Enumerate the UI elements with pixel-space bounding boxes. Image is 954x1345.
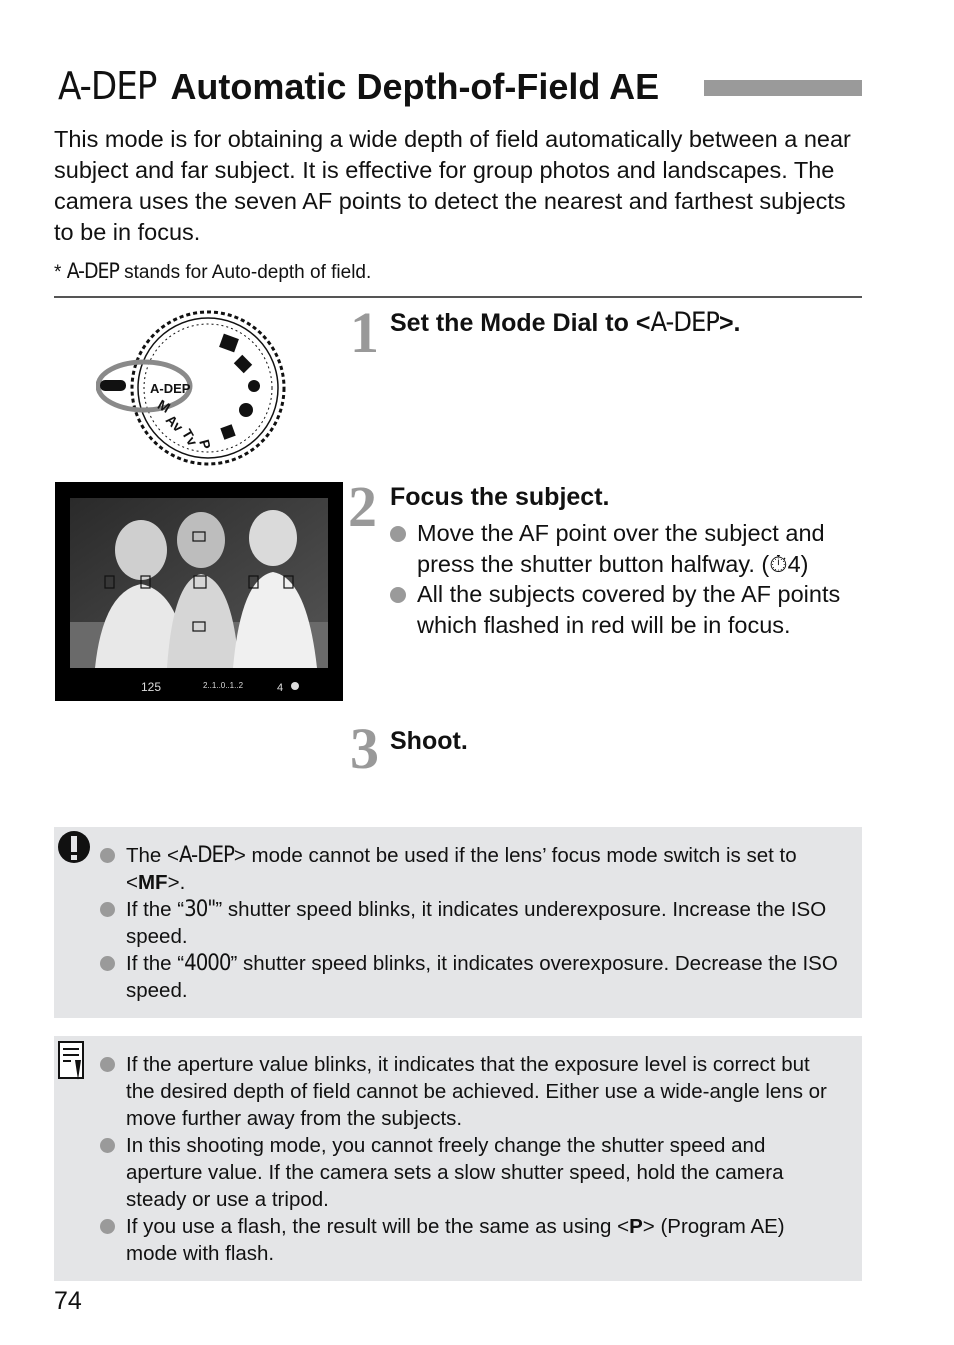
- step-2-title: Focus the subject.: [390, 483, 610, 511]
- subject-left-face: [115, 520, 167, 580]
- step-1-title-pre: Set the Mode Dial to <: [390, 309, 651, 337]
- a-dep-caution-icon: A-DEP: [179, 843, 234, 868]
- footnote-asterisk: *: [54, 262, 62, 283]
- dial-label-tv: Tv: [178, 426, 201, 449]
- focus-confirmation-icon: [291, 682, 299, 690]
- notes-list: [100, 1051, 840, 1267]
- dial-label-a-dep: A-DEP: [150, 381, 191, 396]
- caution-item-3-pre: If the “: [126, 952, 185, 975]
- bullet-dot: [100, 1219, 115, 1234]
- stopwatch-ref-icon: ⏱: [769, 550, 788, 577]
- caution-item-2-post: ” shutter speed blinks, it indicates underexposure. Increase the ISO speed.: [126, 898, 827, 948]
- caution-list: [100, 842, 840, 1004]
- stopwatch-ref-page: 4: [787, 550, 801, 577]
- memo-icon: [57, 1040, 87, 1082]
- footnote-text: stands for Auto-depth of field.: [118, 262, 372, 283]
- note-item-3-pre: If you use a flash, the result will be the same as using <: [126, 1215, 630, 1238]
- step-3-number: 3: [350, 716, 379, 781]
- step-1-number: 1: [350, 300, 379, 365]
- step-2-bullet-2-text: All the subjects covered by the AF points which flashed in red will be in focus.: [417, 581, 841, 638]
- program-mode-label: P: [629, 1215, 643, 1238]
- sports-icon: [239, 403, 253, 417]
- note-item-2-text: In this shooting mode, you cannot freely change the shutter speed and aperture value. If the camera sets a slow shutter speed, hold the camera steady or use a tripod.: [126, 1134, 784, 1211]
- caution-icon: [56, 830, 92, 864]
- closeup-icon: [248, 380, 260, 392]
- caution-item-1-pre: The <: [126, 844, 179, 867]
- note-item-1: [100, 1051, 840, 1132]
- title-decoration-bar: [704, 80, 862, 96]
- a-dep-mode-icon: A-DEP: [58, 64, 157, 108]
- note-item-3: [100, 1213, 840, 1267]
- caution-item-1: [100, 842, 840, 896]
- step-2-bullet-1-text: Move the AF point over the subject and press the shutter button halfway. (: [417, 520, 825, 577]
- step-2-number: 2: [348, 474, 377, 539]
- shutter-4000-glyph: 4000: [184, 951, 231, 976]
- viewfinder-extra-readout: 4: [277, 682, 284, 694]
- step-1-title: [390, 308, 741, 338]
- caution-item-2-pre: If the “: [126, 898, 185, 921]
- a-dep-step-icon: A-DEP: [650, 307, 719, 338]
- viewfinder-exposure-scale: 2..1..0..1..2: [203, 681, 244, 690]
- bullet-dot: [100, 848, 115, 863]
- dial-label-p: P: [196, 437, 215, 451]
- dial-label-m: M: [155, 396, 174, 416]
- bullet-dot: [100, 902, 115, 917]
- note-item-1-text: If the aperture value blinks, it indicates that the exposure level is correct but the desired depth of field cannot be achieved. Either use a wide-angle lens or move further away from the subjects.: [126, 1053, 827, 1130]
- step-3-title: Shoot.: [390, 727, 468, 755]
- ref-close-paren: ): [800, 550, 809, 577]
- dial-label-av: Av: [162, 411, 187, 436]
- bullet-dot: [100, 1057, 115, 1072]
- caution-mf-label: MF: [137, 871, 168, 894]
- caution-item-2: [100, 896, 840, 950]
- bullet-dot: [100, 1138, 115, 1153]
- caution-item-3: [100, 950, 840, 1004]
- shutter-30s-glyph: 30": [184, 897, 216, 922]
- note-item-3-post: > (Program AE) mode with flash.: [126, 1215, 785, 1265]
- caution-item-3-post: ” shutter speed blinks, it indicates overexposure. Decrease the ISO speed.: [126, 952, 838, 1002]
- note-item-2: [100, 1132, 840, 1213]
- dial-index-mark: [100, 380, 126, 391]
- page-number: 74: [54, 1287, 82, 1315]
- caution-item-1-end: >.: [167, 871, 186, 894]
- step-2-bullet-1: [390, 518, 870, 579]
- bullet-dot: [390, 587, 406, 603]
- mode-dial-illustration: [96, 306, 296, 472]
- step-1-title-post: >.: [718, 309, 741, 337]
- bullet-dot: [390, 526, 406, 542]
- intro-paragraph: This mode is for obtaining a wide depth of field automatically between a near subject and far subject. It is effective for group photos and landscapes. The camera uses the seven AF points to detect the nearest and farthest subjects to be in focus.: [54, 126, 851, 245]
- caution-item-1-post: > mode cannot be used if the lens’ focus mode switch is set to <: [126, 844, 797, 894]
- section-divider: [54, 296, 862, 298]
- subject-right-face: [249, 510, 297, 566]
- footnote: [54, 258, 371, 286]
- page-title-text: Automatic Depth-of-Field AE: [170, 66, 660, 107]
- viewfinder-shutter-readout: 125: [141, 680, 162, 694]
- subject-center-face: [177, 512, 225, 568]
- bullet-dot: [100, 956, 115, 971]
- step-2-bullets: [390, 518, 870, 640]
- a-dep-footnote-icon: A-DEP: [66, 259, 119, 283]
- viewfinder-illustration: [55, 482, 343, 701]
- page-title: [58, 62, 659, 111]
- step-2-bullet-2: [390, 579, 870, 640]
